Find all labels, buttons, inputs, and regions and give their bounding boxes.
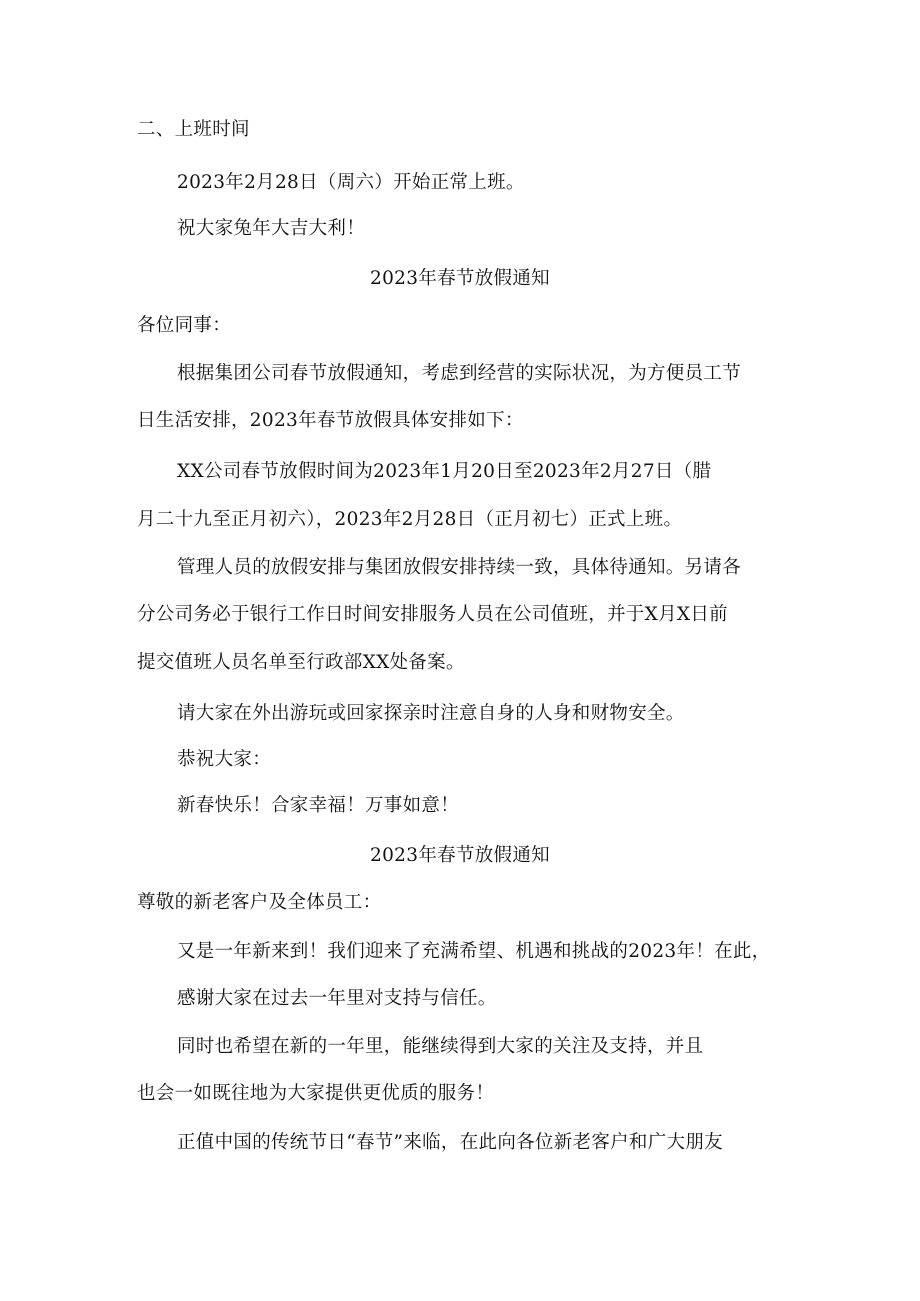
paragraph-line: 2023年2月28日（周六）开始正常上班。 [177, 172, 525, 193]
paragraph-line: 管理人员的放假安排与集团放假安排持续一致，具体待通知。另请各 [177, 557, 742, 578]
paragraph-line: 也会一如既往地为大家提供更优质的服务！ [137, 1083, 495, 1104]
paragraph-line: 同时也希望在新的一年里，能继续得到大家的关注及支持，并且 [177, 1036, 704, 1057]
notice-title: 2023年春节放假通知 [370, 268, 550, 289]
paragraph-line: 请大家在外出游玩或回家探亲时注意自身的人身和财物安全。 [177, 703, 685, 724]
paragraph-line: XX公司春节放假时间为2023年1月20日至2023年2月27日（腊 [177, 461, 712, 482]
paragraph-line: 正值中国的传统节日“春节”来临，在此向各位新老客户和广大朋友 [177, 1132, 723, 1153]
section-heading: 二、上班时间 [137, 119, 250, 140]
paragraph-line: 提交值班人员名单至行政部XX处备案。 [137, 652, 465, 673]
paragraph-line: 恭祝大家： [177, 749, 272, 770]
salutation: 尊敬的新老客户及全体员工： [137, 892, 382, 913]
paragraph-line: 新春快乐！合家幸福！万事如意！ [177, 795, 460, 816]
paragraph-line: 感谢大家在过去一年里对支持与信任。 [177, 988, 497, 1009]
notice-title: 2023年春节放假通知 [370, 845, 550, 866]
salutation: 各位同事： [137, 315, 232, 336]
paragraph-line: 根据集团公司春节放假通知，考虑到经营的实际状况，为方便员工节 [177, 363, 742, 384]
paragraph-line: 分公司务必于银行工作日时间安排服务人员在公司值班，并于X月X日前 [137, 604, 728, 625]
paragraph-line: 又是一年新来到！我们迎来了充满希望、机遇和挑战的2023年！在此， [177, 941, 771, 962]
paragraph-line: 月二十九至正月初六），2023年2月28日（正月初七）正式上班。 [137, 509, 683, 530]
paragraph-line: 祝大家兔年大吉大利！ [177, 218, 366, 239]
paragraph-line: 日生活安排，2023年春节放假具体安排如下： [137, 410, 524, 431]
